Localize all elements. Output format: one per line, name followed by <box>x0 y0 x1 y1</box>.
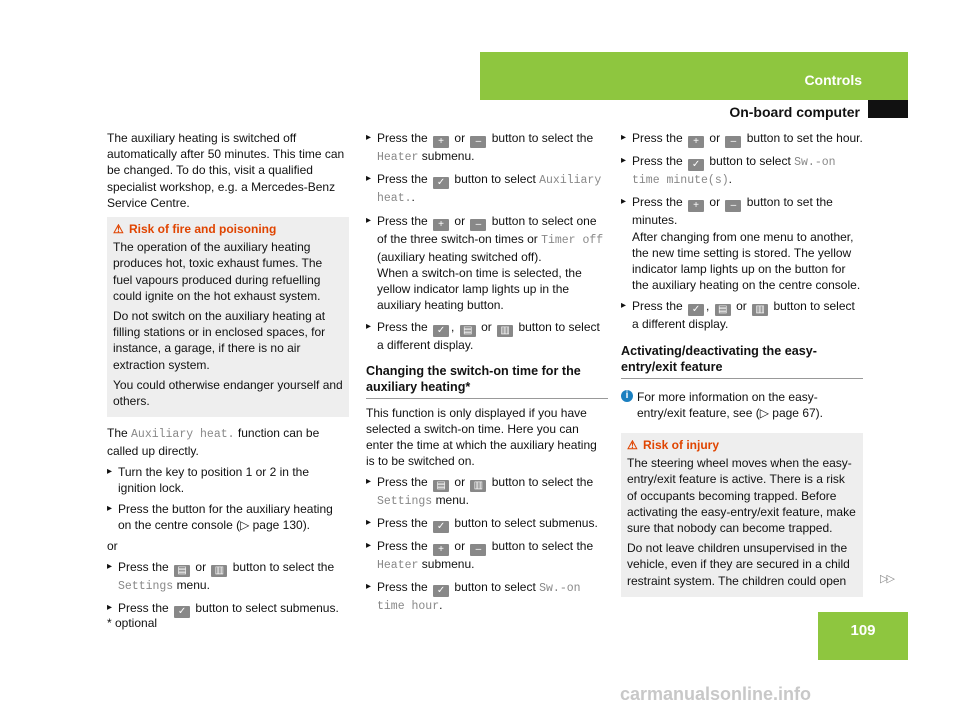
check-button-icon: ✓ <box>433 585 449 597</box>
step: ▸ Press the + or – button to select the Heater submenu. <box>366 538 608 574</box>
watermark: carmanualsonline.info <box>620 684 812 704</box>
warning-text: You could otherwise endanger yourself and others. <box>113 377 343 409</box>
section-tab <box>480 52 908 100</box>
column-3 <box>621 130 863 605</box>
step: ▸ Turn the key to position 1 or 2 in the ignition lock. <box>107 464 349 496</box>
check-button-icon: ✓ <box>688 159 704 171</box>
column-1 <box>107 130 349 623</box>
section-marker <box>868 100 908 118</box>
or-label: or <box>107 539 118 554</box>
info-note: i For more information on the easy-entry/exit feature, see (▷ page 67). <box>621 389 863 421</box>
warning-title: ⚠ Risk of fire and poisoning <box>113 222 277 237</box>
step: ▸ Press the ✓ button to select Auxiliary heat.. <box>366 171 608 207</box>
check-button-icon: ✓ <box>688 304 704 316</box>
display-button-icon: ▥ <box>497 325 513 337</box>
step: ▸ Press the + or – button to select one of the three switch-on times or Timer off (auxiliary heating switched off). When a switch-on time is selected, the yellow indicator lamp lights up in the auxiliary heating button. <box>366 213 608 314</box>
section-title: Controls <box>804 72 862 88</box>
section-heading: Activating/deactivating the easy-entry/exit feature <box>621 343 863 379</box>
running-head: On-board computer <box>729 104 860 120</box>
warning-box-fire <box>107 217 349 417</box>
step: ▸ Press the + or – button to set the minutes. After changing from one menu to another, the new time setting is stored. The yellow indicator lamp lights up on the button for the auxiliary heating on the centre console. <box>621 194 863 293</box>
warning-box-injury <box>621 433 863 597</box>
minus-button-icon: – <box>470 544 486 556</box>
step: ▸ Press the ✓ button to select submenus. <box>107 600 349 618</box>
paragraph: This function is only displayed if you have selected a switch-on time. Here you can enter the time at which the auxiliary heating is to be switched on. <box>366 405 597 469</box>
continue-arrows-icon: ▷▷ <box>880 573 893 585</box>
display-button-icon: ▥ <box>211 565 227 577</box>
display-button-icon: ▥ <box>752 304 768 316</box>
display-button-icon: ▤ <box>715 304 731 316</box>
step: ▸ Press the ✓ button to select submenus. <box>366 515 608 533</box>
display-button-icon: ▤ <box>433 480 449 492</box>
plus-button-icon: + <box>688 200 704 212</box>
plus-button-icon: + <box>433 136 449 148</box>
info-icon: i <box>621 390 633 402</box>
section-heading: Changing the switch-on time for the auxiliary heating* <box>366 363 608 399</box>
warning-text: The steering wheel moves when the easy-entry/exit feature is active. There is a risk of occupants becoming trapped. Before activating the easy-entry/exit feature, make sure that nobody can become trapped. <box>627 456 856 536</box>
step: ▸ Press the ▤ or ▥ button to select the Settings menu. <box>107 559 349 595</box>
warning-text: Do not switch on the auxiliary heating at filling stations or in enclosed spaces, for instance, a garage, if there is no air extraction system. <box>113 309 326 372</box>
display-button-icon: ▤ <box>174 565 190 577</box>
step: ▸ Press the + or – button to set the hour. <box>621 130 863 148</box>
step: ▸ Press the ✓ button to select Sw.-on time hour. <box>366 579 608 615</box>
page-number: 109 <box>850 622 876 639</box>
page-number-box <box>818 612 908 660</box>
step: ▸ Press the ▤ or ▥ button to select the Settings menu. <box>366 474 608 510</box>
column-2 <box>366 130 608 620</box>
plus-button-icon: + <box>433 219 449 231</box>
minus-button-icon: – <box>470 136 486 148</box>
step: ▸ Press the ✓ button to select Sw.-on time minute(s). <box>621 153 863 189</box>
minus-button-icon: – <box>725 200 741 212</box>
check-button-icon: ✓ <box>174 606 190 618</box>
plus-button-icon: + <box>433 544 449 556</box>
function-paragraph: The Auxiliary heat. function can be called up directly. <box>107 426 320 459</box>
display-button-icon: ▤ <box>460 325 476 337</box>
step: ▸ Press the ✓ , ▤ or ▥ button to select a different display. <box>366 319 608 353</box>
step: ▸ Press the button for the auxiliary heating on the centre console (▷ page 130). <box>107 501 349 533</box>
footnote: * optional <box>107 616 158 630</box>
warning-title: ⚠ Risk of injury <box>627 438 720 453</box>
minus-button-icon: – <box>725 136 741 148</box>
check-button-icon: ✓ <box>433 521 449 533</box>
warning-text: Do not leave children unsupervised in the vehicle, even if they are secured in a child restraint system. The children could open <box>627 541 850 588</box>
minus-button-icon: – <box>470 219 486 231</box>
step: ▸ Press the + or – button to select the Heater submenu. <box>366 130 608 166</box>
intro-paragraph: The auxiliary heating is switched off automatically after 50 minutes. This time can be changed. To do this, visit a qualified specialist workshop, e.g. a Mercedes-Benz Service Centre. <box>107 131 345 210</box>
warning-text: The operation of the auxiliary heating produces hot, toxic exhaust fumes. The fuel vapours produced during refuelling could ignite on the hot exhaust system. <box>113 240 323 303</box>
check-button-icon: ✓ <box>433 325 449 337</box>
warning-icon: ⚠ <box>113 222 124 237</box>
step: ▸ Press the ✓ , ▤ or ▥ button to select a different display. <box>621 298 863 332</box>
plus-button-icon: + <box>688 136 704 148</box>
display-button-icon: ▥ <box>470 480 486 492</box>
check-button-icon: ✓ <box>433 177 449 189</box>
warning-icon: ⚠ <box>627 438 638 453</box>
